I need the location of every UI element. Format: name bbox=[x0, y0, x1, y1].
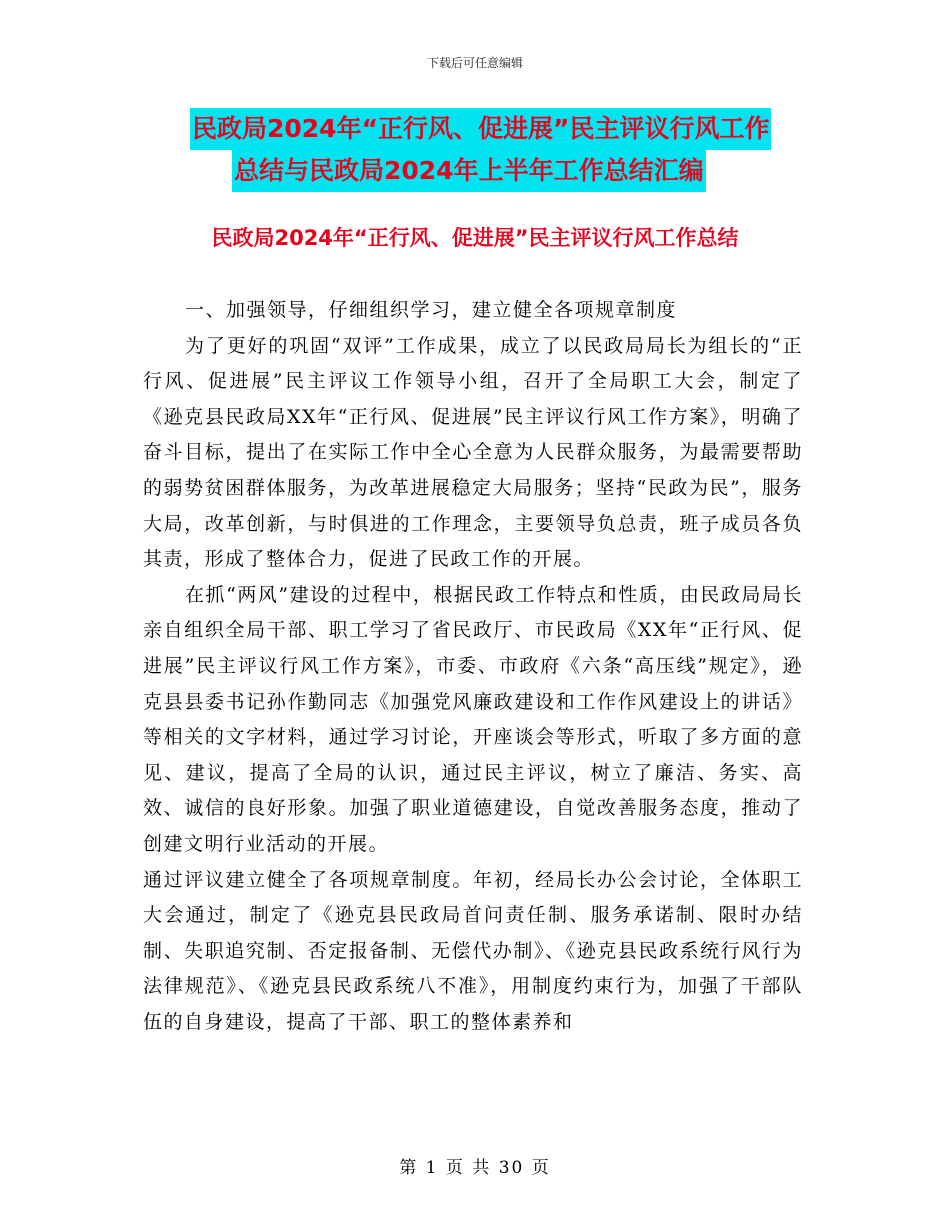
section-title: 民政局2024年“正行风、促进展”民主评议行风工作总结 bbox=[211, 226, 739, 250]
paragraph-heading: 一、加强领导，仔细组织学习，建立健全各项规章制度 bbox=[185, 299, 678, 321]
main-title-line-2: 总结与民政局2024年上半年工作总结汇编 bbox=[232, 150, 706, 192]
paragraph: 在抓“两风”建设的过程中，根据民政工作特点和性质，由民政局局长亲自组织全局干部、职工学习了省民政厅、市民政局《XX年“正行风、促进展”民主评议行风工作方案》，市委、市政府《六条“高压线”规定》，逊克县县委书记孙作勤同志《加强党风廉政建设和工作作风建设上的讲话》等相关的文字材料，通过学习讨论，开座谈会等形式，听取了多方面的意见、建议，提高了全局的认识，通过民主评议，树立了廉洁、务实、高效、诚信的良好形象。加强了职业道德建设，自觉改善服务态度，推动了创建文明行业活动的开展。 bbox=[143, 583, 803, 855]
page-footer: 第 1 页 共 30 页 bbox=[399, 1158, 551, 1178]
paragraph: 为了更好的巩固“双评”工作成果，成立了以民政局局长为组长的“正行风、促进展”民主评议工作领导小组，召开了全局职工大会，制定了《逊克县民政局XX年“正行风、促进展”民主评议行风工作方案》，明确了奋斗目标，提出了在实际工作中全心全意为人民群众服务，为最需要帮助的弱势贫困群体服务，为改革进展稳定大局服务；坚持“民政为民”，服务大局，改革创新，与时俱进的工作理念，主要领导负总责，班子成员各负其责，形成了整体合力，促进了民政工作的开展。 bbox=[143, 334, 803, 571]
body-text bbox=[143, 293, 803, 1040]
main-title-line-1: 民政局2024年“正行风、促进展”民主评议行风工作 bbox=[190, 108, 771, 150]
main-title bbox=[190, 108, 820, 192]
header-note: 下载后可任意编辑 bbox=[426, 56, 523, 70]
paragraph: 通过评议建立健全了各项规章制度。年初，经局长办公会讨论，全体职工大会通过，制定了《逊克县民政局首问责任制、服务承诺制、限时办结制、失职追究制、否定报备制、无偿代办制》、《逊克县民政系统行风行为法律规范》、《逊克县民政系统八不准》，用制度约束行为，加强了干部队伍的自身建设，提高了干部、职工的整体素养和 bbox=[143, 868, 803, 1033]
